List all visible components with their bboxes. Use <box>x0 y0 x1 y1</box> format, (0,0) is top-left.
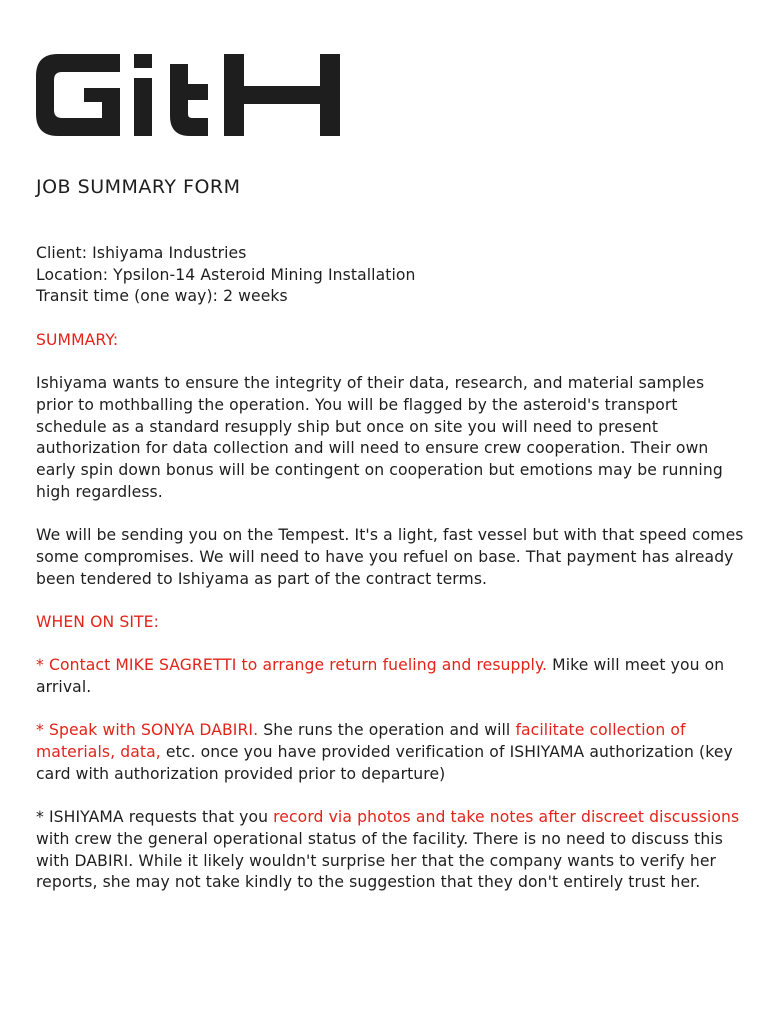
on-site-item-1 <box>36 655 744 698</box>
client-line: Client: Ishiyama Industries <box>36 244 247 262</box>
on-site-item-3 <box>36 807 744 894</box>
item-2-highlight-2: facilitate collection of materials, data, <box>36 721 686 762</box>
gith-logo <box>36 54 340 136</box>
form-body <box>36 243 744 894</box>
item-2-highlight-1: * Speak with SONYA DABIRI. <box>36 721 259 740</box>
location-line: Location: Ypsilon-14 Asteroid Mining Installation <box>36 265 416 284</box>
item-1-highlight: * Contact MIKE SAGRETTI to arrange return fueling and resupply. <box>36 656 548 675</box>
item-3-highlight: record via photos and take notes after discreet discussions <box>273 808 740 827</box>
on-site-item-2 <box>36 720 744 785</box>
item-2-text-1: She runs the operation and will <box>258 721 516 740</box>
item-3-text-1: * ISHIYAMA requests that you <box>36 808 274 827</box>
summary-paragraph-1: Ishiyama wants to ensure the integrity of their data, research, and material samples prior to mothballing the operation. You will be flagged by the asteroid's transport schedule as a standard resupply ship but once on site you will need to present authorization for data collection and will need to ensure crew cooperation. Their own early spin down bonus will be contingent on cooperation but emotions may be running high regardless. <box>36 374 723 501</box>
transit-line: Transit time (one way): 2 weeks <box>36 287 288 306</box>
item-2-text-2: etc. once you have provided verification of ISHIYAMA authorization (key card with authorization provided prior to departure) <box>36 743 733 783</box>
summary-heading: SUMMARY: <box>36 330 119 349</box>
form-title: JOB SUMMARY FORM <box>36 176 241 198</box>
item-1-text: Mike will meet you on arrival. <box>36 656 725 696</box>
item-3-text-2: with crew the general operational status of the facility. There is no need to discuss this with DABIRI. While it likely wouldn't surprise her that the company wants to verify her reports, she may not take kindly to the suggestion that they don't entirely trust her. <box>36 829 723 892</box>
on-site-heading: WHEN ON SITE: <box>36 612 159 631</box>
summary-paragraph-2: We will be sending you on the Tempest. It's a light, fast vessel but with that speed comes some compromises. We will need to have you refuel on base. That payment has already been tendered to Ishiyama as part of the contract terms. <box>36 526 744 588</box>
